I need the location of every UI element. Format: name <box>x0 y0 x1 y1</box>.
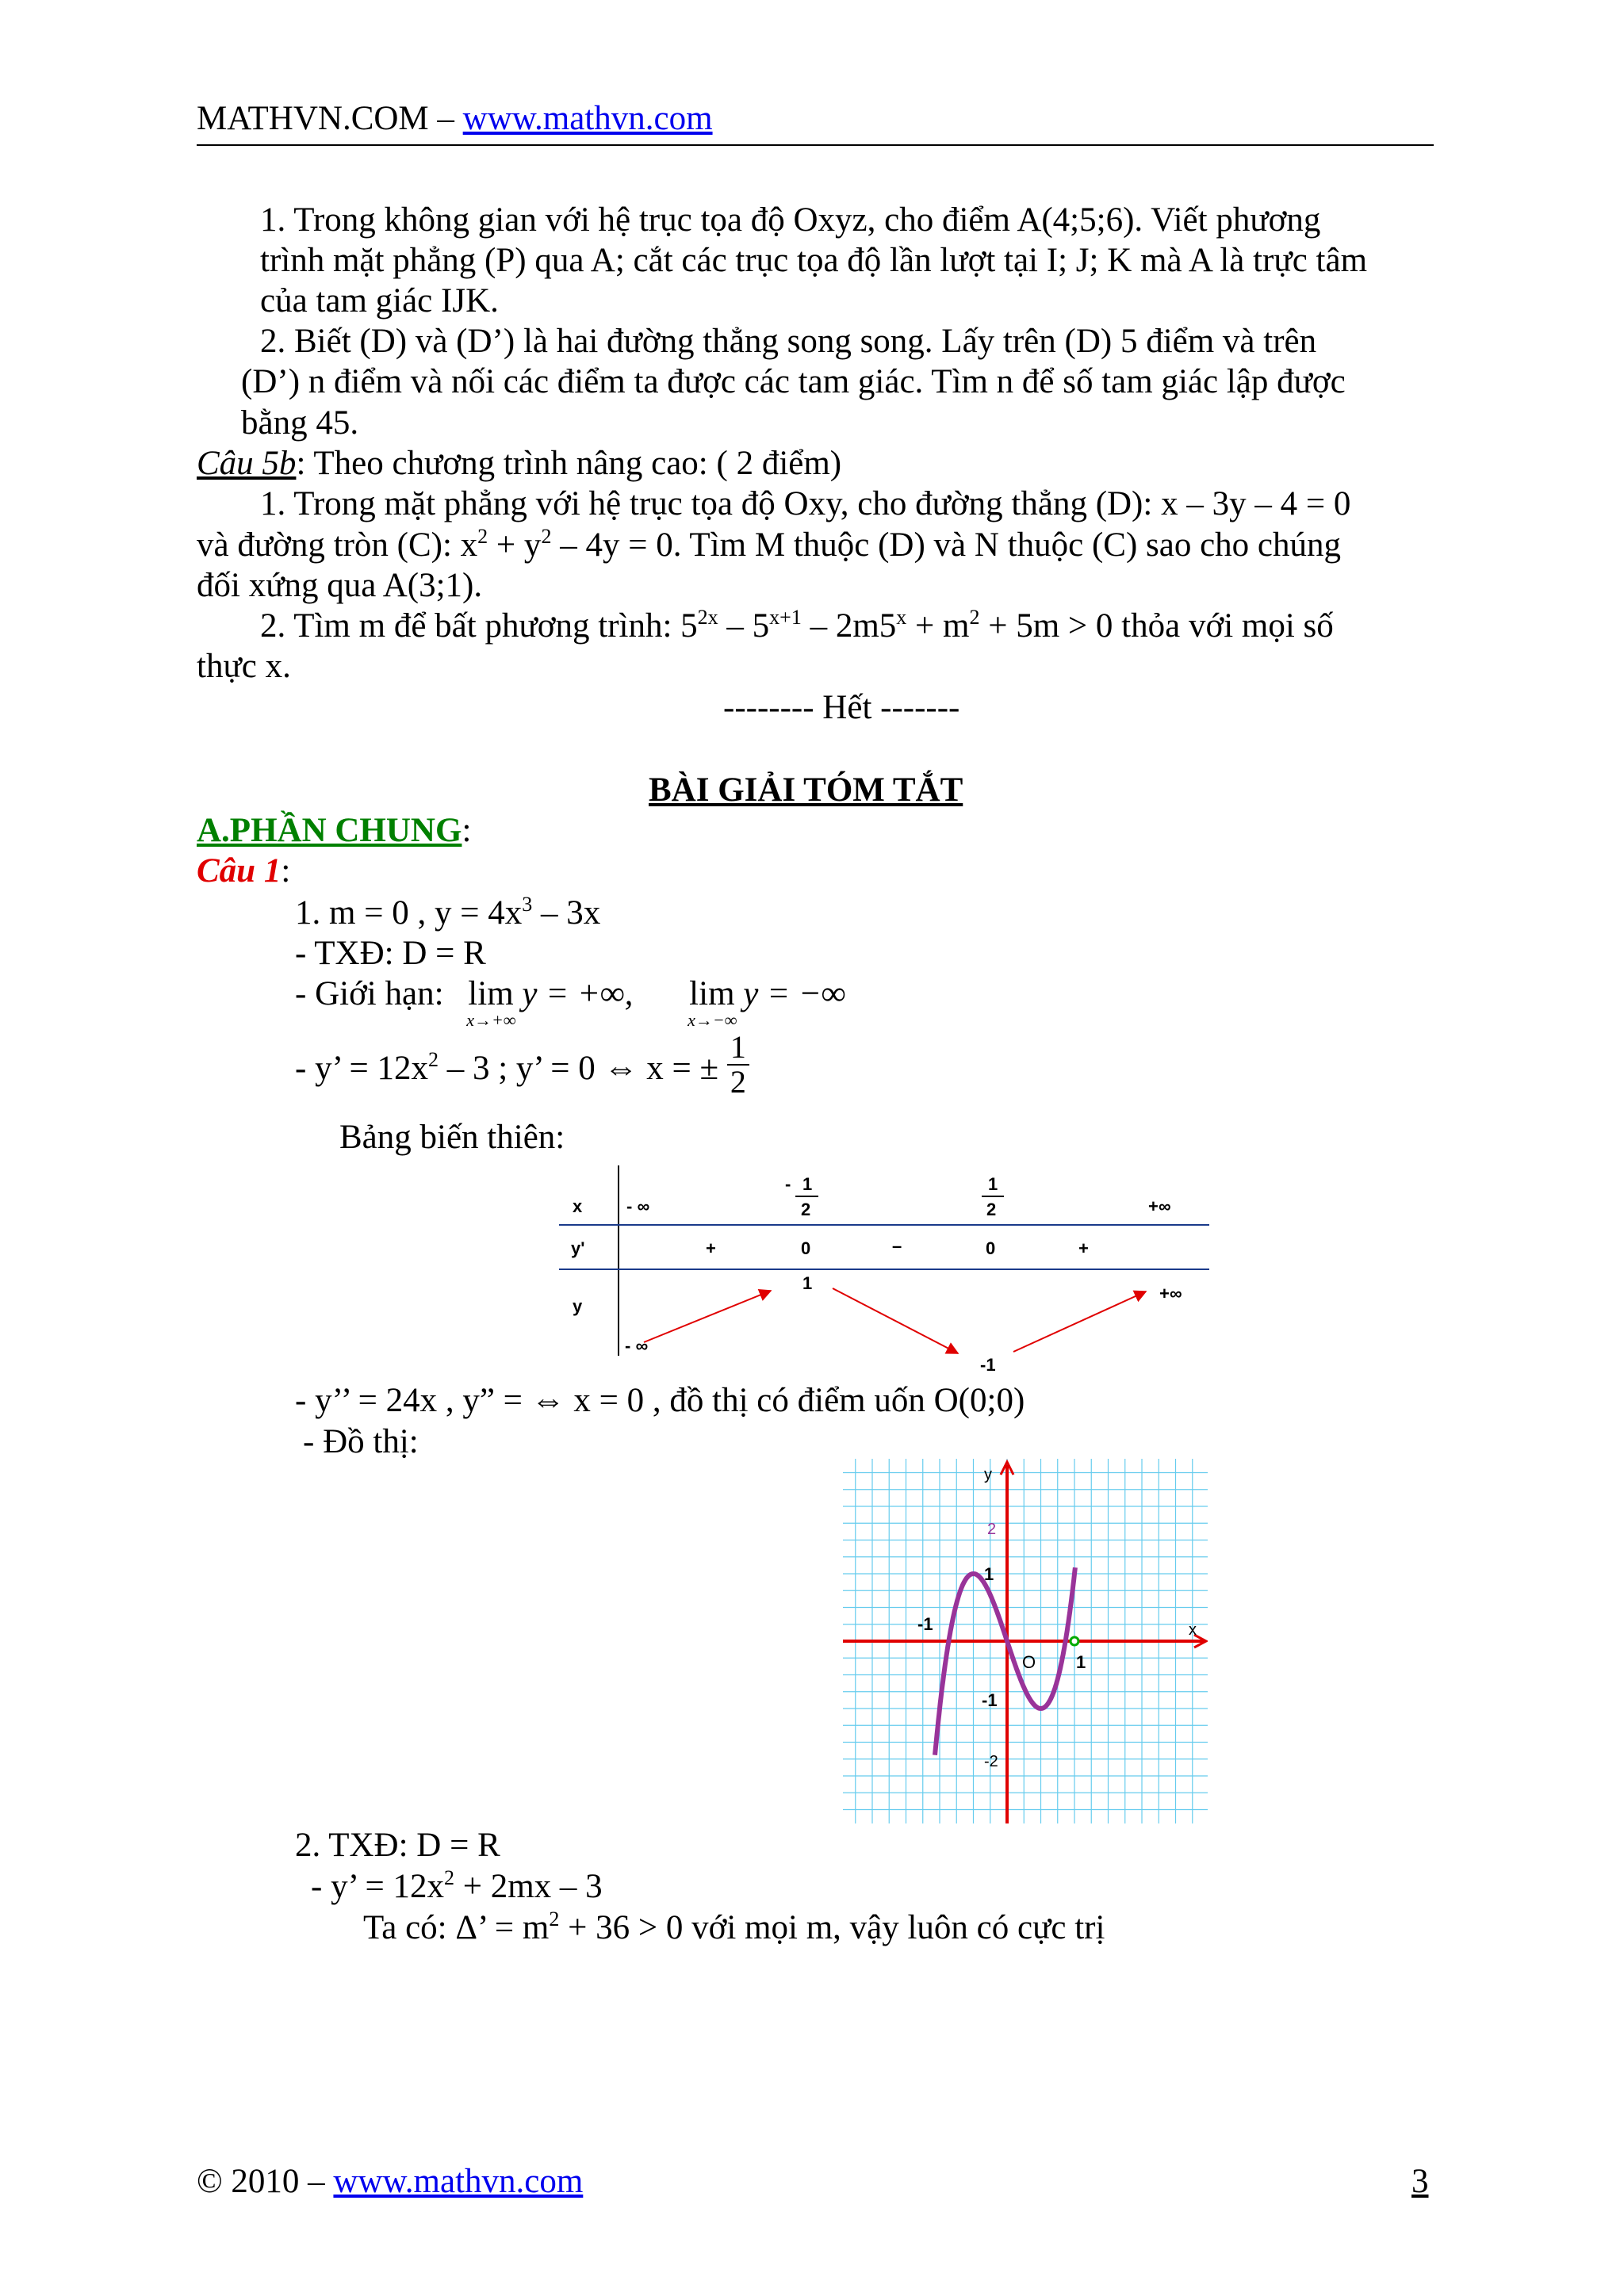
arrow-increasing <box>644 1291 771 1342</box>
table-half-den: 2 <box>986 1200 997 1219</box>
table-minus-sign: – <box>892 1236 902 1256</box>
variation-table <box>555 1161 1213 1380</box>
arrow-decreasing <box>833 1288 958 1353</box>
cau5b-text: : Theo chương trình nâng cao: ( 2 điểm) <box>296 445 842 482</box>
page-footer <box>197 2164 583 2198</box>
solution-line: Ta có: Δ’ = $m^2 + 36 > 0$ với mọi m, vậy luôn có cực trị <box>363 1908 1105 1946</box>
tick-label-y1: 1 <box>984 1564 994 1584</box>
table-x-label: x <box>573 1196 583 1216</box>
text-line: của tam giác IJK. <box>260 282 499 320</box>
root-point <box>1071 1637 1078 1645</box>
text-line-with-sup: 2. Tìm m để bất phương trình: $5^{2x} - 5^{x+1} - 2m5^x + m^2 + 5m > 0$ thỏa với mọi số <box>260 606 1334 645</box>
page-header <box>197 101 713 136</box>
table-y-pos-inf: +∞ <box>1159 1284 1182 1303</box>
part-a-heading: A.PHẦN CHUNG: <box>197 812 472 849</box>
end-marker: -------- Hết ------- <box>723 689 960 726</box>
solution-line: - y’ = $12x^2 + 2mx - 3$ <box>311 1866 603 1905</box>
table-y-max: 1 <box>802 1273 813 1293</box>
table-half-num: 1 <box>988 1174 998 1194</box>
text-line: trình mặt phẳng (P) qua A; cắt các trục tọa độ lần lượt tại I; J; K mà A là trực tâm <box>260 242 1368 279</box>
cau5b-heading <box>197 446 841 480</box>
tick-label-1: 1 <box>1076 1652 1086 1672</box>
tick-label-neg1: -1 <box>917 1614 933 1634</box>
function-graph <box>843 1459 1208 1823</box>
header-rule <box>197 144 1434 146</box>
limit-minus-inf: lim x→−∞ <box>688 975 737 1030</box>
graph-caption: - Đồ thị: <box>303 1423 419 1460</box>
y-axis-label: y <box>984 1466 992 1483</box>
tick-label-yneg1: -1 <box>982 1690 998 1710</box>
table-zero: 0 <box>986 1238 996 1258</box>
text-line: bằng 45. <box>241 404 359 442</box>
arrow-increasing <box>1013 1292 1146 1352</box>
solution-line: 2. TXĐ: D = R <box>295 1827 500 1864</box>
text-line: 2. Biết (D) và (D’) là hai đường thẳng song song. Lấy trên (D) 5 điểm và trên <box>260 323 1317 360</box>
table-plus-sign: + <box>706 1238 716 1258</box>
cau1-heading: Câu 1: <box>197 852 291 890</box>
limit-line: - Giới hạn: lim x→+∞ y = +∞, lim x→−∞ y = −∞ <box>295 975 846 1030</box>
table-y-min: -1 <box>980 1355 996 1375</box>
text-line-with-sup: và đường tròn (C): $x^2 + y^2 - 4y = 0$. Tìm M thuộc (D) và N thuộc (C) sao cho chúng <box>197 525 1342 564</box>
table-yprime-label: y' <box>571 1238 585 1258</box>
text-line: 1. Trong không gian với hệ trục tọa độ Oxyz, cho điểm A(4;5;6). Viết phương <box>260 201 1321 239</box>
table-zero: 0 <box>801 1238 811 1258</box>
table-half-den: 2 <box>801 1200 811 1219</box>
table-caption: Bảng biến thiên: <box>339 1119 565 1156</box>
text-line: 1. Trong mặt phẳng với hệ trục tọa độ Oxy, cho đường thẳng (D): x – 3y – 4 = 0 <box>260 485 1351 522</box>
table-neg-half-sign: - <box>785 1174 791 1194</box>
text-line: thực x. <box>197 648 291 685</box>
cubic-curve <box>935 1567 1075 1755</box>
text-line: đối xứng qua A(3;1). <box>197 567 483 604</box>
solution-title: BÀI GIẢI TÓM TẮT <box>649 771 963 809</box>
tick-label-yneg2: -2 <box>984 1753 998 1770</box>
header-site: MATHVN.COM – <box>197 100 463 137</box>
inflection-line: - y’’ = 24x , y” = ⇔ x = 0 , đồ thị có điểm uốn O(0;0) <box>295 1382 1025 1419</box>
tick-label-y2: 2 <box>987 1521 997 1538</box>
derivative-line: - y’ = $12x^2 - 3$ ; y’ = 0 ⇔ x = ± $\frac{1}{2}$ <box>295 1037 749 1105</box>
footer-link[interactable]: www.mathvn.com <box>333 2163 584 2200</box>
table-pos-inf: +∞ <box>1148 1196 1171 1216</box>
origin-label: O <box>1022 1652 1036 1672</box>
table-y-label: y <box>573 1296 583 1316</box>
cau5b-label: Câu 5b <box>197 445 297 482</box>
solution-line: 1. m = 0 , $y = 4x^3 - 3x$ <box>295 893 601 932</box>
footer-copyright: © 2010 – <box>197 2163 334 2200</box>
x-axis-label: x <box>1189 1621 1197 1639</box>
table-plus-sign: + <box>1078 1238 1089 1258</box>
table-neg-inf: - ∞ <box>626 1196 650 1216</box>
fraction-one-half: $\frac{1}{2}$ <box>727 1031 749 1099</box>
table-y-neg-inf: - ∞ <box>625 1336 649 1356</box>
text-line: (D’) n điểm và nối các điểm ta được các tam giác. Tìm n để số tam giác lập được <box>241 363 1346 400</box>
limit-plus-inf: lim x→+∞ <box>466 975 516 1030</box>
header-link[interactable]: www.mathvn.com <box>462 100 713 137</box>
table-half-num: 1 <box>802 1174 813 1194</box>
page-number: 3 <box>1411 2163 1429 2200</box>
solution-line: - TXĐ: D = R <box>295 935 486 972</box>
